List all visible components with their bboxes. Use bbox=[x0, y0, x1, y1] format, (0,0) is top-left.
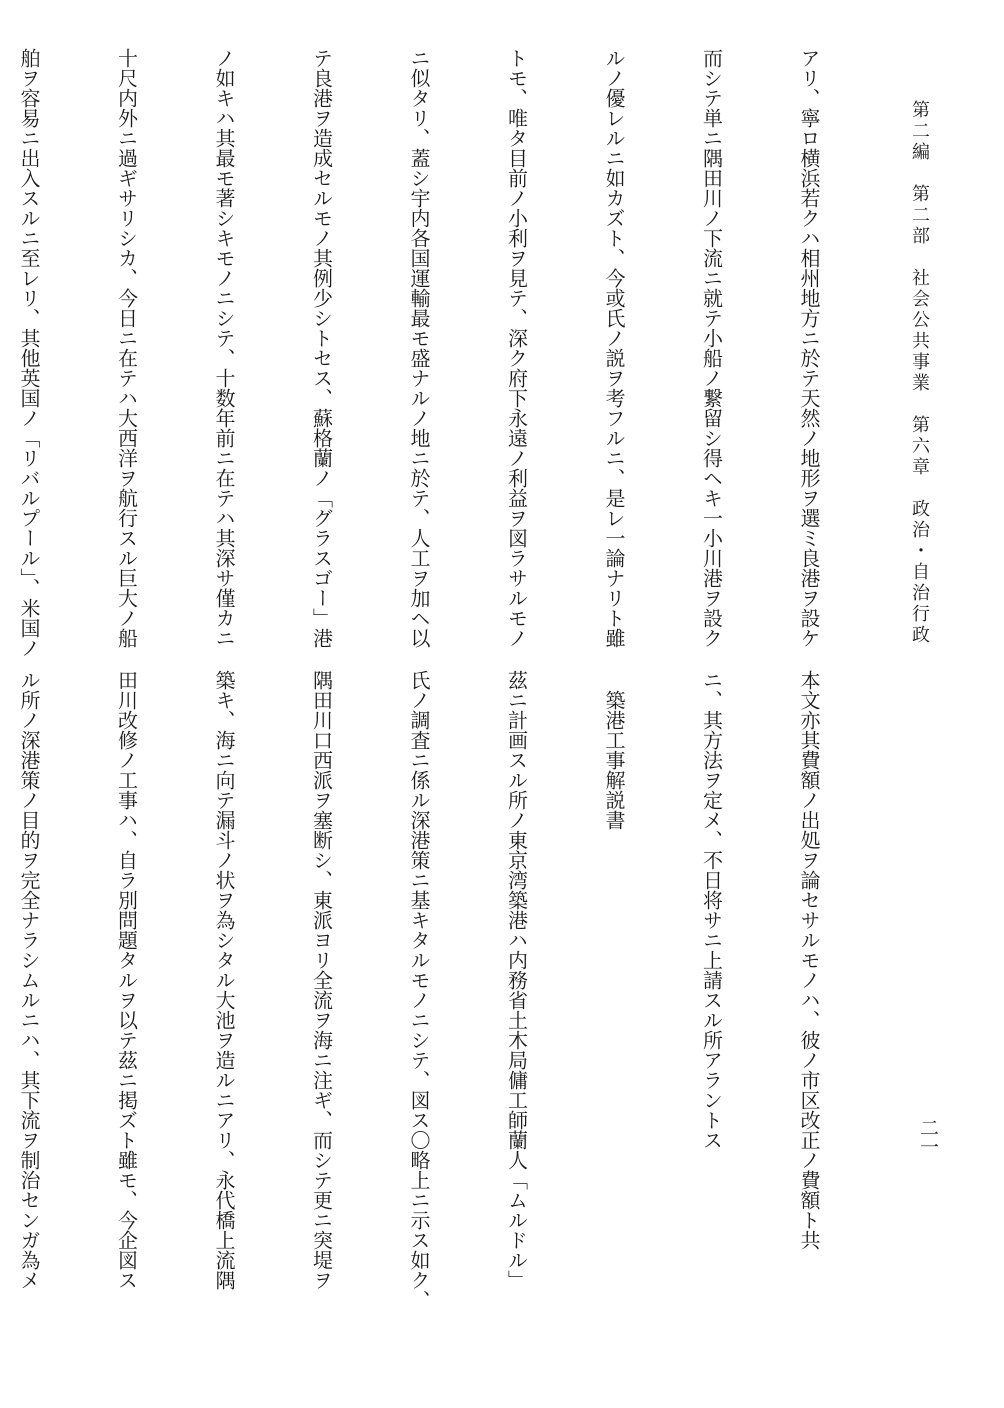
text-column: 築キ、海ニ向テ漏斗ノ状ヲ為シタル大池ヲ造ルニアリ、永代橋上流隅 bbox=[212, 670, 236, 1290]
text-column: 氏ノ調査ニ係ル深港策ニ基キタルモノニシテ、図ス〇略上ニ示ス如ク、 bbox=[407, 670, 431, 1310]
text-column: 茲ニ計画スル所ノ東京湾築港ハ内務省土木局傭工師蘭人「ムルドル」 bbox=[504, 670, 529, 1290]
text-column: 田川改修ノ工事ハ、自ラ別問題タルヲ以テ茲ニ掲ズト雖モ、今企図ス bbox=[114, 670, 139, 1290]
text-column: 十尺内外ニ過ギサリシカ、今日ニ在テハ大西洋ヲ航行スル巨大ノ船 bbox=[114, 48, 139, 648]
upper-text-block bbox=[0, 48, 890, 658]
text-column: ルノ優レルニ如カズト、今或氏ノ説ヲ考フルニ、是レ一論ナリト雖 bbox=[602, 48, 626, 648]
page-number: 二一 bbox=[917, 1118, 939, 1156]
lower-text-block bbox=[0, 670, 890, 1370]
section-heading: 築港工事解説書 bbox=[602, 690, 626, 830]
text-column: ル所ノ深港策ノ目的ヲ完全ナラシムルニハ、其下流ヲ制治センガ為メ bbox=[17, 670, 41, 1290]
text-column: 而シテ単ニ隅田川ノ下流ニ就テ小船ノ繋留シ得ヘキ一小川港ヲ設ク bbox=[699, 48, 724, 648]
text-column: 本文亦其費額ノ出処ヲ論セサルモノハ、彼ノ市区改正ノ費額ト共 bbox=[797, 670, 821, 1250]
text-column: ニ似タリ、蓋シ宇内各国運輸最モ盛ナルノ地ニ於テ、人工ヲ加ヘ以 bbox=[407, 48, 431, 648]
running-header: 第二編 第二部 社会公共事業 第六章 政治・自治行政 bbox=[909, 100, 930, 646]
text-column: 舶ヲ容易ニ出入スルニ至レリ、其他英国ノ「リバルプール」、米国ノ bbox=[17, 48, 41, 658]
text-column: アリ、寧ロ横浜若クハ相州地方ニ於テ天然ノ地形ヲ選ミ良港ヲ設ケ bbox=[797, 48, 821, 648]
text-column: トモ、唯タ目前ノ小利ヲ見テ、深ク府下永遠ノ利益ヲ図ラサルモノ bbox=[504, 48, 529, 648]
text-column: 隅田川口西派ヲ塞断シ、東派ヨリ全流ヲ海ニ注ギ、而シテ更ニ突堤ヲ bbox=[309, 670, 334, 1290]
text-column: ニ、其方法ヲ定メ、不日将サニ上請スル所アラントス bbox=[699, 670, 724, 1150]
text-column: ノ如キハ其最モ著シキモノニシテ、十数年前ニ在テハ其深サ僅カニ bbox=[212, 48, 236, 648]
text-column: テ良港ヲ造成セルモノ其例少シトセス、蘇格蘭ノ「グラスゴー」港 bbox=[309, 48, 334, 648]
